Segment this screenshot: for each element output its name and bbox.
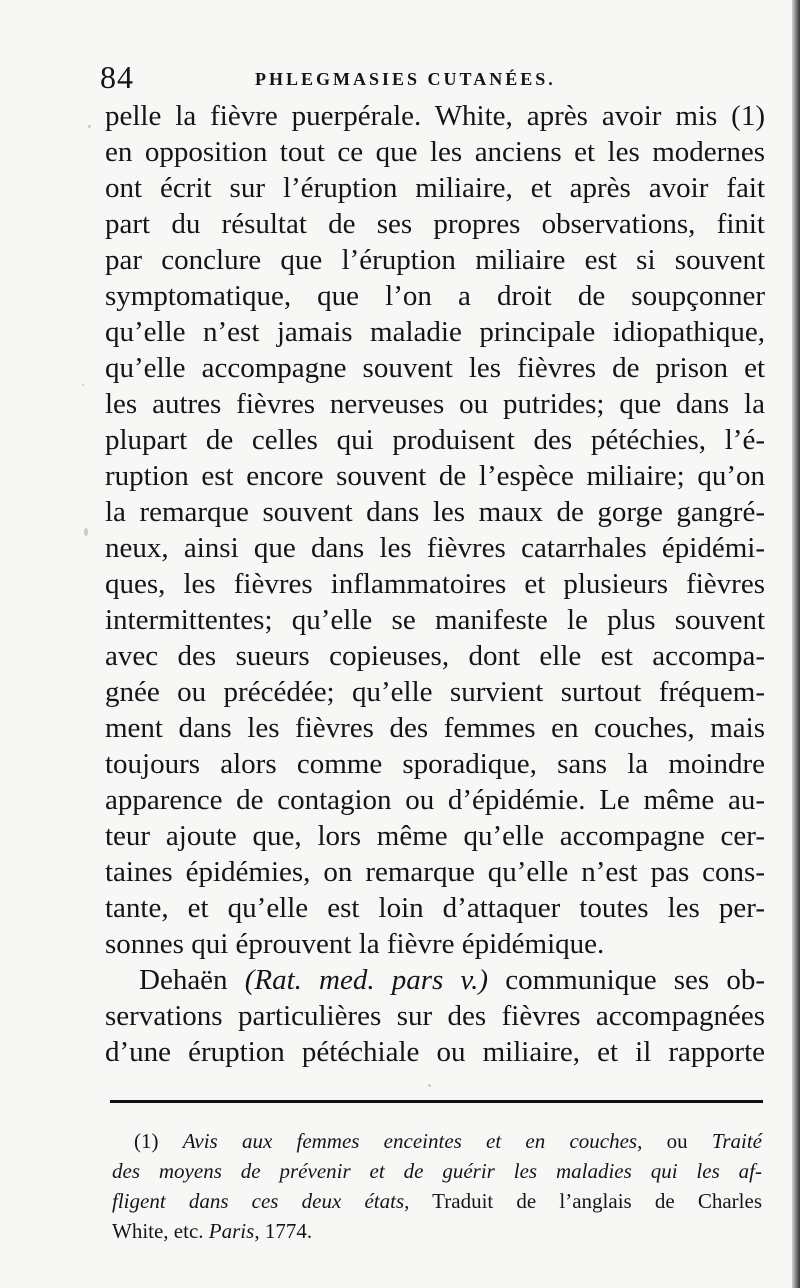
footnote-divider	[110, 1100, 763, 1103]
footnote-line-3	[112, 1186, 762, 1216]
footnote-translation: Traduit de l’anglais de Charles	[409, 1189, 763, 1213]
main-text	[105, 98, 765, 1070]
text-line-14: ques, les fièvres inflammatoires et plusieurs fièvres	[105, 568, 765, 600]
page-number: 84	[100, 59, 134, 95]
running-title: PHLEGMASIES CUTANÉES.	[255, 69, 556, 89]
text-line-10: plupart de celles qui produisent des pétéchies, l’é-	[105, 424, 765, 456]
text-line-18: ment dans les fièvres des femmes en couches, mais	[105, 712, 765, 744]
dehaen-citation: (Rat. med. pars v.)	[244, 964, 489, 996]
text-line-7: qu’elle n’est jamais maladie principale idiopathique,	[105, 316, 765, 348]
text-line-4: part du résultat de ses propres observations, finit	[105, 208, 765, 240]
footnote	[112, 1126, 762, 1246]
text-line-1: pelle la fièvre puerpérale. White, après avoir mis (1)	[105, 100, 765, 132]
footnote-title-part-1: Avis aux femmes enceintes et en couches	[182, 1129, 638, 1153]
footnote-place: Paris	[208, 1219, 255, 1243]
paper-speck	[82, 384, 84, 386]
text-line-24: sonnes qui éprouvent la fièvre épidémique.	[105, 928, 605, 960]
dehaen-author: Dehaën	[139, 964, 245, 996]
footnote-year: , 1774.	[254, 1219, 313, 1243]
text-line-5: par conclure que l’éruption miliaire est si souvent	[105, 244, 765, 276]
footnote-title-part-2: Traité	[711, 1129, 762, 1153]
footnote-line-4	[112, 1216, 762, 1246]
paper-speck	[84, 528, 88, 536]
footnote-author: White, etc.	[112, 1219, 209, 1243]
text-line-20: apparence de contagion ou d’épidémie. Le même au-	[105, 784, 765, 816]
text-line-19: toujours alors comme sporadique, sans la moindre	[105, 748, 765, 780]
paper-speck	[88, 125, 91, 128]
page-binding-edge	[792, 0, 800, 1288]
text-line-11: ruption est encore souvent de l’espèce miliaire; qu’on	[105, 460, 765, 492]
dehaen-line-3: d’une éruption pétéchiale ou miliaire, et il rapporte	[105, 1036, 765, 1068]
text-line-23: tante, et qu’elle est loin d’attaquer toutes les per-	[105, 892, 765, 924]
text-line-6: symptomatique, que l’on a droit de soupçonner	[105, 280, 765, 312]
text-line-3: ont écrit sur l’éruption miliaire, et après avoir fait	[105, 172, 765, 204]
text-line-15: intermittentes; qu’elle se manifeste le plus souvent	[105, 604, 765, 636]
text-line-16: avec des sueurs copieuses, dont elle est accompa-	[105, 640, 765, 672]
paper-speck	[428, 1084, 431, 1087]
text-line-22: taines épidémies, on remarque qu’elle n’est pas cons-	[105, 856, 765, 888]
text-line-2: en opposition tout ce que les anciens et les modernes	[105, 136, 765, 168]
page-header	[100, 58, 760, 98]
text-line-12: la remarque souvent dans les maux de gorge gangré-	[105, 496, 765, 528]
footnote-line-2: des moyens de prévenir et de guérir les maladies qui les af-	[112, 1159, 762, 1183]
footnote-connector: , ou	[637, 1129, 712, 1153]
text-line-17: gnée ou précédée; qu’elle survient surtout fréquem-	[105, 676, 765, 708]
footnote-line-1	[112, 1126, 762, 1156]
text-line-9: les autres fièvres nerveuses ou putrides; que dans la	[105, 388, 765, 420]
footnote-title-end: fligent dans ces deux états,	[112, 1189, 410, 1213]
text-line-8: qu’elle accompagne souvent les fièvres de prison et	[105, 352, 765, 384]
text-line-21: teur ajoute que, lors même qu’elle accompagne cer-	[105, 820, 765, 852]
footnote-marker: (1)	[134, 1129, 183, 1153]
dehaen-line-1	[105, 962, 765, 998]
dehaen-line-1-end: communique ses ob-	[488, 964, 765, 996]
dehaen-line-2: servations particulières sur des fièvres accompagnées	[105, 1000, 765, 1032]
text-line-13: neux, ainsi que dans les fièvres catarrhales épidémi-	[105, 532, 765, 564]
